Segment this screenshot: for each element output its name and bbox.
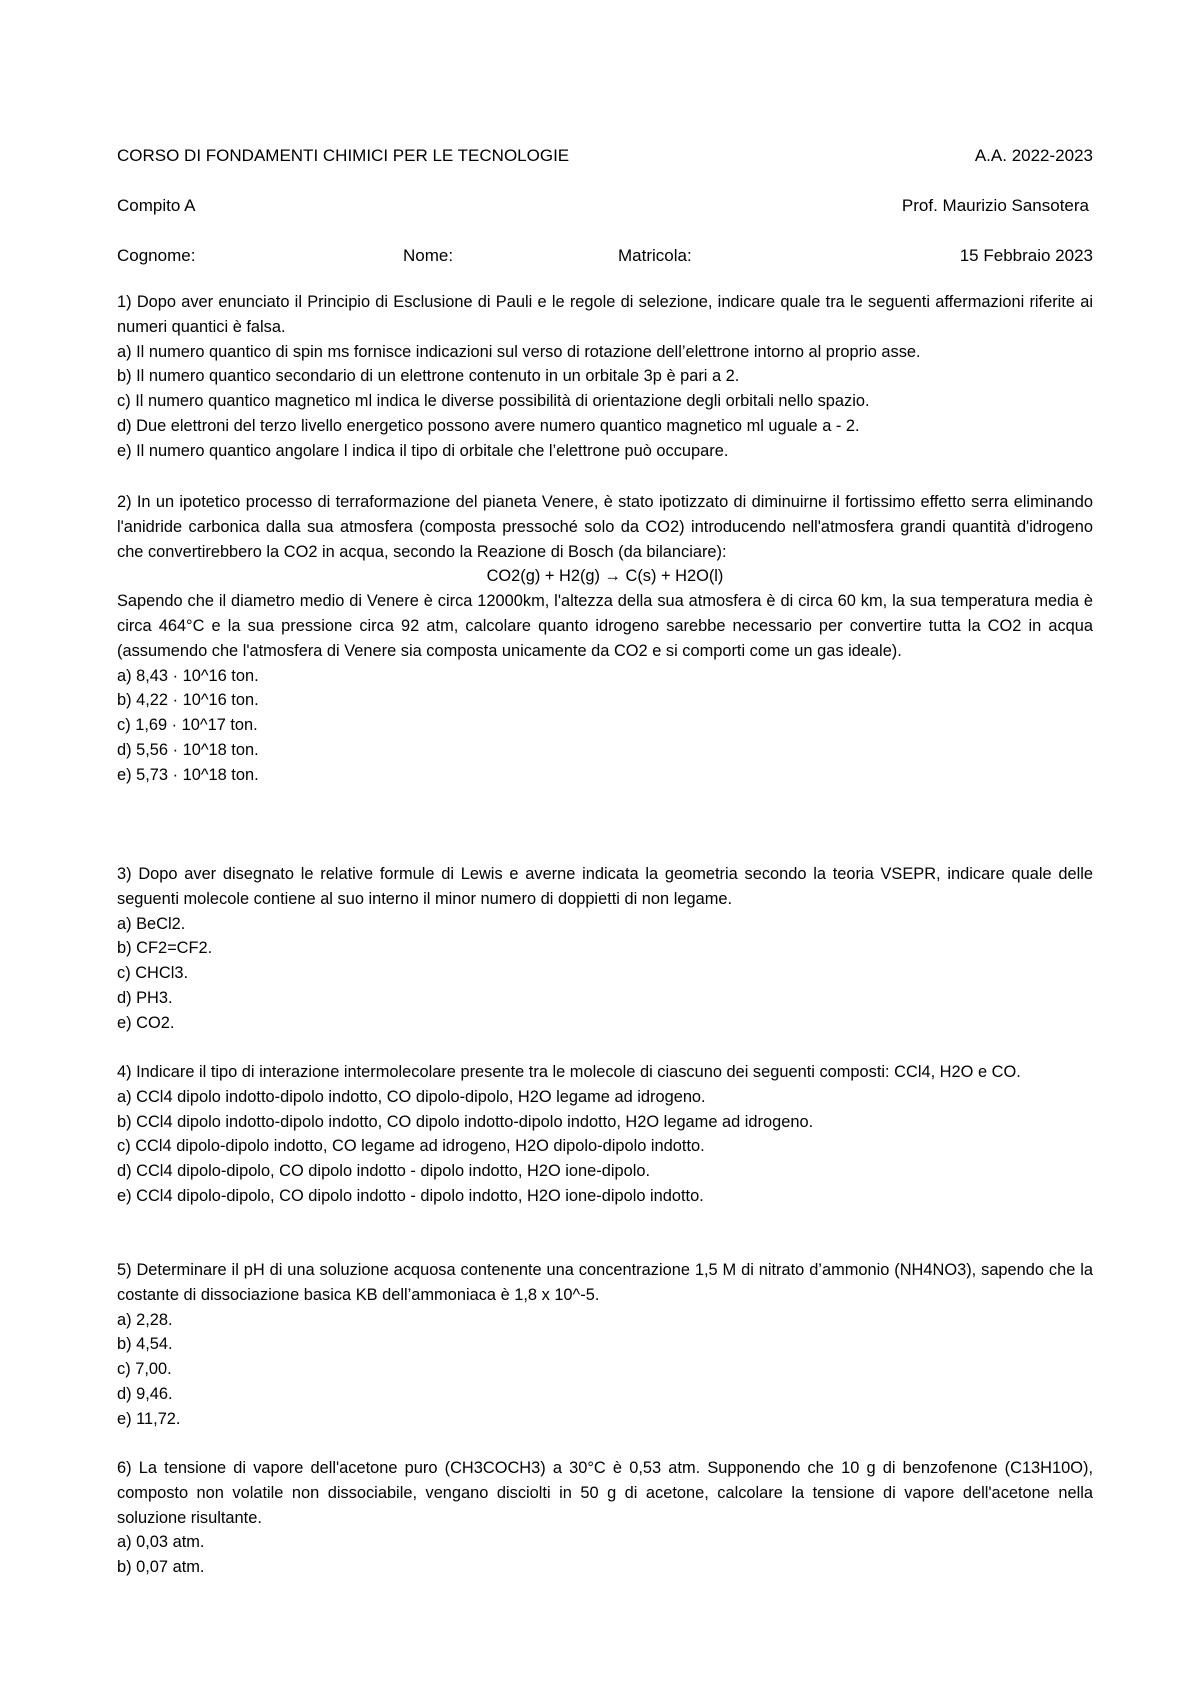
question-5 (117, 1258, 1093, 1432)
name-label: Nome: (403, 246, 454, 265)
answer-option: b) CCl4 dipolo indotto-dipolo indotto, CO dipolo indotto-dipolo indotto, H2O legame ad idrogeno. (117, 1112, 814, 1131)
answer-option: b) CF2=CF2. (117, 939, 213, 958)
question-text: 3) Dopo aver disegnato le relative formule di Lewis e averne indicata la geometria secondo la teoria VSEPR, indicare quale delle seguenti molecole contiene al suo interno il minor numero di doppietti di non legame. (117, 865, 1093, 908)
answer-option: c) 1,69 · 10^17 ton. (117, 716, 258, 735)
answer-option: a) Il numero quantico di spin ms fornisce indicazioni sul verso di rotazione dell’elettrone intorno al proprio asse. (117, 342, 921, 361)
answer-option: d) PH3. (117, 988, 173, 1007)
surname-label: Cognome: (117, 246, 196, 265)
course-title: CORSO DI FONDAMENTI CHIMICI PER LE TECNOLOGIE (117, 146, 570, 165)
question-text: 6) La tensione di vapore dell'acetone puro (CH3COCH3) a 30°C è 0,53 atm. Supponendo che 10 g di benzofenone (C13H10O), composto non volatile non dissociabile, vengano disciolti in 50 g di acetone, calcolare la tensione di vapore dell'acetone nella soluzione risultante. (117, 1459, 1093, 1527)
question-text: 2) In un ipotetico processo di terraformazione del pianeta Venere, è stato ipotizzato di diminuirne il fortissimo effetto serra eliminando l'anidride carbonica dalla sua atmosfera (composta pressoché solo da CO2) introducendo nell'atmosfera grandi quantità d'idrogeno che convertirebbero la CO2 in acqua, secondo la Reazione di Bosch (da bilanciare): (117, 493, 1093, 561)
answer-option: e) Il numero quantico angolare l indica il tipo di orbitale che l’elettrone può occupare. (117, 441, 729, 460)
exam-date: 15 Febbraio 2023 (959, 246, 1093, 265)
question-6 (117, 1456, 1093, 1580)
header-row-exam (117, 193, 1093, 219)
question-text: Sapendo che il diametro medio di Venere è circa 12000km, l'altezza della sua atmosfera è di circa 60 km, la sua temperatura media è circa 464°C e la sua pressione circa 92 atm, calcolare quanto idrogeno sarebbe necessario per convertire tutta la CO2 in acqua (assumendo che l'atmosfera di Venere sia composta unicamente da CO2 e si comporti come un gas ideale). (117, 592, 1093, 660)
academic-year: A.A. 2022-2023 (974, 146, 1093, 165)
question-4 (117, 1060, 1093, 1209)
answer-option: d) 9,46. (117, 1384, 173, 1403)
question-1 (117, 290, 1093, 464)
header-row-course (117, 143, 1093, 169)
answer-option: e) 5,73 · 10^18 ton. (117, 765, 259, 784)
answer-option: c) 7,00. (117, 1360, 172, 1379)
question-2 (117, 490, 1093, 788)
professor-name: Prof. Maurizio Sansotera (901, 196, 1089, 215)
answer-option: e) CCl4 dipolo-dipolo, CO dipolo indotto - dipolo indotto, H2O ione-dipolo indotto. (117, 1186, 704, 1205)
answer-option: d) CCl4 dipolo-dipolo, CO dipolo indotto - dipolo indotto, H2O ione-dipolo. (117, 1162, 651, 1181)
header-row-student (117, 243, 1093, 269)
question-text: 5) Determinare il pH di una soluzione acquosa contenente una concentrazione 1,5 M di nitrato d’ammonio (NH4NO3), sapendo che la costante di dissociazione basica KB dell’ammoniaca è 1,8 x 10^-5. (117, 1261, 1093, 1304)
answer-option: b) 4,22 · 10^16 ton. (117, 691, 259, 710)
answer-option: d) 5,56 · 10^18 ton. (117, 740, 259, 759)
student-id-label: Matricola: (618, 246, 692, 265)
answer-option: c) CHCl3. (117, 964, 189, 983)
answer-option: c) Il numero quantico magnetico ml indica le diverse possibilità di orientazione degli orbitali nello spazio. (117, 392, 870, 411)
answer-option: a) 2,28. (117, 1310, 173, 1329)
exam-version: Compito A (117, 196, 196, 215)
answer-option: b) 4,54. (117, 1335, 173, 1354)
answer-option: a) 8,43 · 10^16 ton. (117, 666, 259, 685)
answer-option: e) 11,72. (117, 1409, 181, 1428)
question-text: 4) Indicare il tipo di interazione intermolecolare presente tra le molecole di ciascuno dei seguenti composti: CCl4, H2O e CO. (117, 1063, 1021, 1081)
answer-option: d) Due elettroni del terzo livello energetico possono avere numero quantico magnetico ml uguale a - 2. (117, 416, 860, 435)
reaction-equation: CO2(g) + H2(g) → C(s) + H2O(l) (486, 567, 724, 586)
answer-option: e) CO2. (117, 1013, 175, 1032)
answer-option: a) CCl4 dipolo indotto-dipolo indotto, CO dipolo-dipolo, H2O legame ad idrogeno. (117, 1087, 706, 1106)
question-text: 1) Dopo aver enunciato il Principio di Esclusione di Pauli e le regole di selezione, indicare quale tra le seguenti affermazioni riferite ai numeri quantici è falsa. (117, 293, 1093, 336)
answer-option: b) Il numero quantico secondario di un elettrone contenuto in un orbitale 3p è pari a 2. (117, 367, 740, 386)
answer-option: c) CCl4 dipolo-dipolo indotto, CO legame ad idrogeno, H2O dipolo-dipolo indotto. (117, 1137, 705, 1156)
question-3 (117, 862, 1093, 1036)
answer-option: a) BeCl2. (117, 914, 186, 933)
answer-option: a) 0,03 atm. (117, 1533, 205, 1552)
answer-option: b) 0,07 atm. (117, 1558, 205, 1577)
